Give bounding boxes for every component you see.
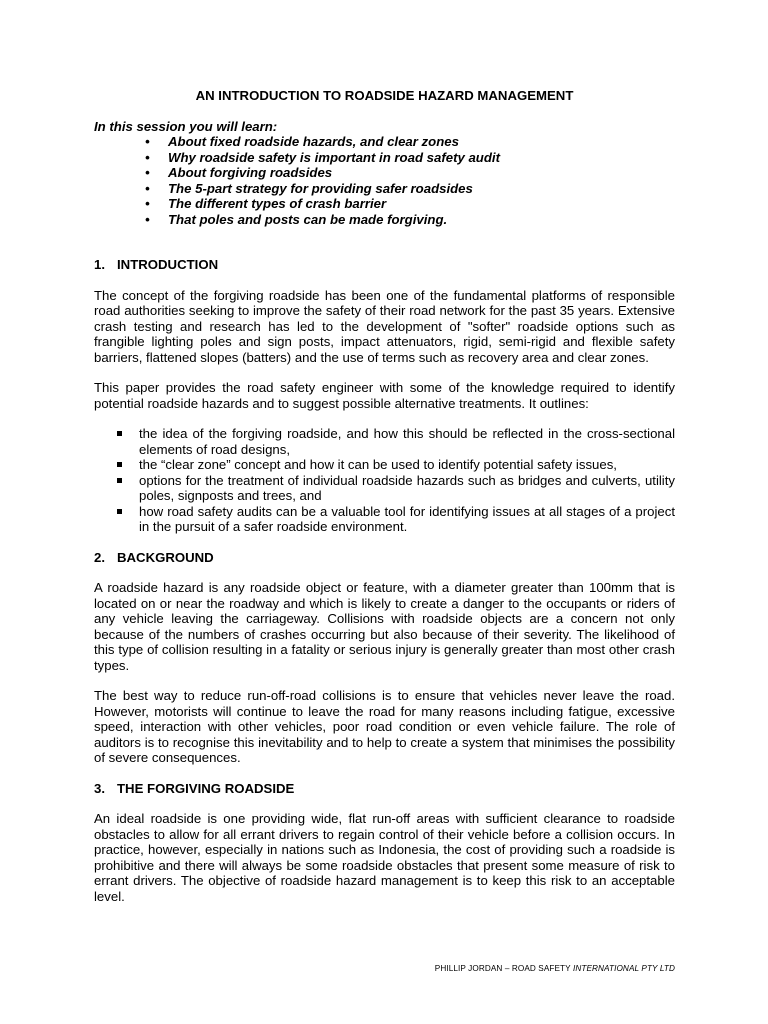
session-intro: In this session you will learn: [94,118,278,134]
learning-point: • The different types of crash barrier [94,196,675,212]
learning-points-list [94,134,675,227]
outline-item [94,504,675,535]
learning-point: • About forgiving roadsides [94,165,675,181]
paragraph: This paper provides the road safety engineer with some of the knowledge required to identify potential roadside hazards and to suggest possible alternative treatments. It outlines: [94,380,675,411]
learning-point: • About fixed roadside hazards, and clear zones [94,134,675,150]
outline-list [94,426,675,535]
square-bullet-icon [117,478,122,483]
paragraph: A roadside hazard is any roadside object or feature, with a diameter greater than 100mm that is located on or near the roadway and which is likely to create a danger to the occupants or riders of any vehicle leaving the carriageway. Collisions with roadside objects are a concern not only because of the numbers of crashes occurring but also because of their severity. The likelihood of this type of collision resulting in a fatality or serious injury is generally greater than most other crash types. [94,580,675,673]
section-title: INTRODUCTION [117,257,219,272]
square-bullet-icon [117,462,122,467]
footer-company: INTERNATIONAL PTY LTD [572,964,675,973]
section-number: 1. [94,257,105,272]
document-title: AN INTRODUCTION TO ROADSIDE HAZARD MANAGEMENT [195,88,574,103]
paragraph: The best way to reduce run-off-road collisions is to ensure that vehicles never leave the road. However, motorists will continue to leave the road for many reasons including fatigue, excessive speed, interaction with other vehicles, poor road condition or even vehicle failure. The role of auditors is to recognise this inevitability and to help to create a system that minimises the possibility of severe consequences. [94,688,675,765]
page-footer [435,961,675,977]
page-content [94,88,675,919]
section-number: 3. [94,780,105,796]
outline-item-text: the “clear zone” concept and how it can be used to identify potential safety issues, [139,457,617,472]
outline-item [94,457,675,473]
section-heading-forgiving-roadside [94,781,675,797]
square-bullet-icon [117,431,122,436]
learning-point: • The 5-part strategy for providing safer roadsides [94,181,675,197]
paragraph: The concept of the forgiving roadside has been one of the fundamental platforms of responsible road authorities seeking to improve the safety of their road network for the past 35 years. Extensive crash testing and research has led to the development of "softer" roadside options such as frangible lighting poles and sign posts, impact attenuators, rigid, semi-rigid and flexible safety barriers, flattened slopes (batters) and the use of terms such as recovery area and clear zones. [94,287,675,365]
section-heading-introduction [94,257,675,273]
square-bullet-icon [117,509,122,514]
paragraph: An ideal roadside is one providing wide, flat run-off areas with sufficient clearance to roadside obstacles to allow for all errant drivers to regain control of their vehicle before a collision occurs. In practice, however, especially in nations such as Indonesia, the cost of providing such a roadside is prohibitive and there will always be some roadside obstacles that present some measure of risk to errant drivers. The objective of roadside hazard management is to keep this risk to an acceptable level. [94,811,675,904]
section-title: BACKGROUND [117,549,214,565]
outline-item-text: the idea of the forgiving roadside, and how this should be reflected in the cross-sectional elements of road designs, [139,426,675,457]
learning-point: • That poles and posts can be made forgiving. [94,212,675,228]
outline-item-text: options for the treatment of individual roadside hazards such as bridges and culverts, utility poles, signposts and trees, and [139,472,675,503]
section-number: 2. [94,549,105,565]
section-title: THE FORGIVING ROADSIDE [117,780,295,796]
outline-item [94,473,675,504]
outline-item-text: how road safety audits can be a valuable tool for identifying issues at all stages of a project in the pursuit of a safer roadside environment. [139,503,675,534]
footer-author: PHILLIP JORDAN – ROAD SAFETY [434,964,573,973]
outline-item [94,426,675,457]
learning-point: • Why roadside safety is important in road safety audit [94,150,675,166]
section-heading-background [94,550,675,566]
